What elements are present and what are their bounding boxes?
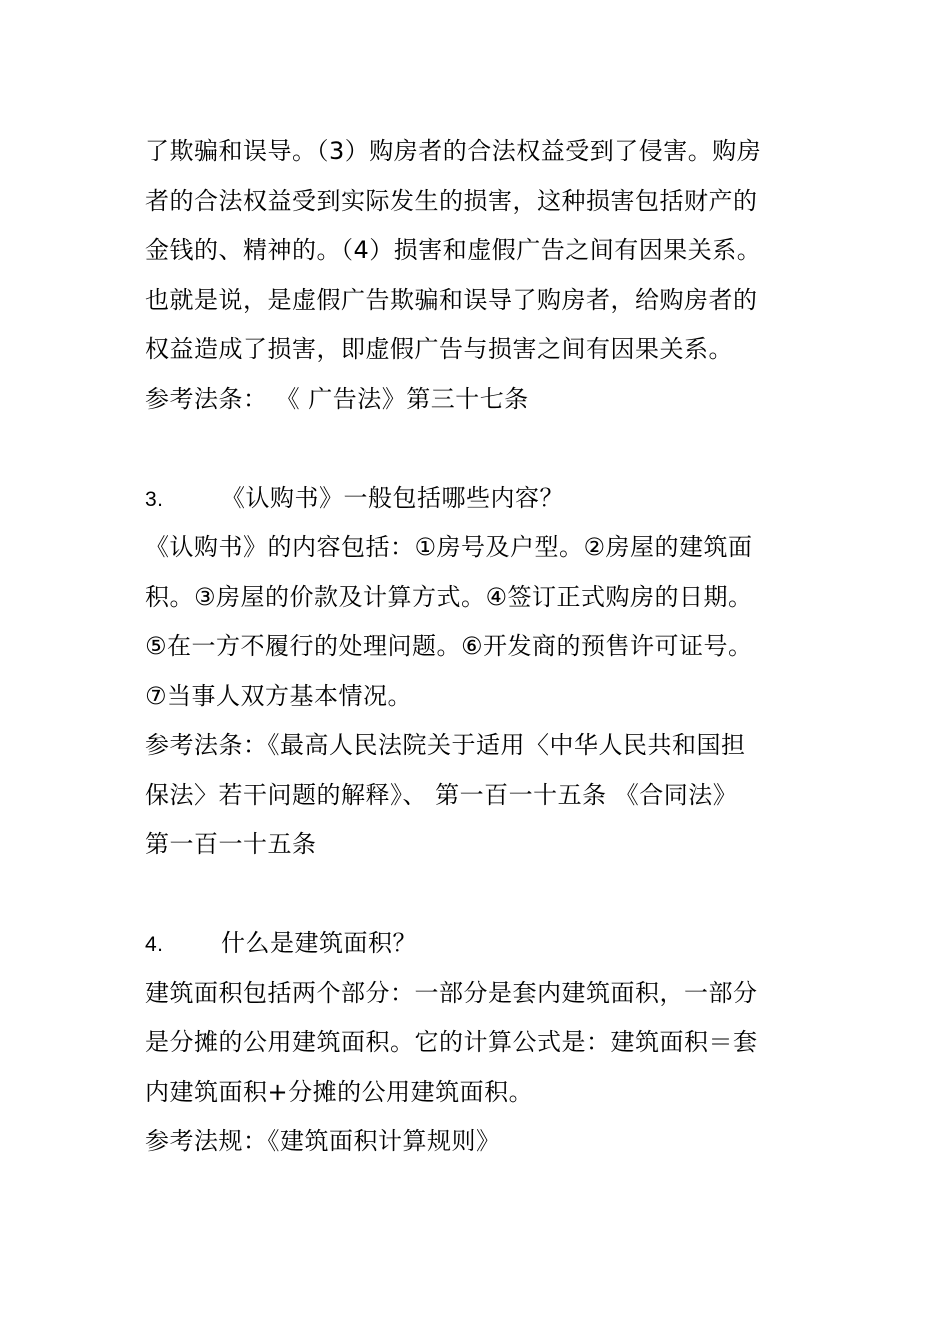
question-title: 《认购书》一般包括哪些内容？ xyxy=(221,483,564,512)
section2-tail xyxy=(145,127,810,424)
reference-line: 参考法条：《最高人民法院关于适用〈中华人民共和国担 xyxy=(145,731,746,759)
paragraph-line: 者的合法权益受到实际发生的损害，这种损害包括财产的 xyxy=(145,186,758,215)
document-page xyxy=(145,127,810,1167)
answer-line: 建筑面积包括两个部分：一部分是套内建筑面积，一部分 xyxy=(145,978,758,1007)
answer-line: ⑤在一方不履行的处理问题。⑥开发商的预售许可证号。 xyxy=(145,632,753,660)
question-number: 4. xyxy=(145,933,164,956)
question-heading xyxy=(145,474,810,524)
paragraph-line: 也就是说，是虚假广告欺骗和误导了购房者，给购房者的 xyxy=(145,285,758,314)
answer-line: 积。③房屋的价款及计算方式。④签订正式购房的日期。 xyxy=(145,582,753,611)
answer-line: 《认购书》的内容包括：①房号及户型。②房屋的建筑面 xyxy=(145,533,753,561)
reference-line: 参考法规：《建筑面积计算规则》 xyxy=(145,1127,501,1155)
answer-line: ⑦当事人双方基本情况。 xyxy=(145,681,413,710)
paragraph-line: 了欺骗和误导。（3）购房者的合法权益受到了侵害。购房 xyxy=(145,137,762,165)
answer-line: 是分摊的公用建筑面积。它的计算公式是：建筑面积＝套 xyxy=(145,1028,758,1056)
question-3 xyxy=(145,474,810,870)
answer-line: 内建筑面积+分摊的公用建筑面积。 xyxy=(145,1077,534,1106)
question-number: 3. xyxy=(145,487,164,511)
paragraph-line: 权益造成了损害，即虚假广告与损害之间有因果关系。 xyxy=(145,335,733,363)
question-heading xyxy=(145,919,810,969)
blank-line xyxy=(145,424,810,474)
paragraph-line: 金钱的、精神的。（4）损害和虚假广告之间有因果关系。 xyxy=(145,236,762,264)
reference-line: 第一百一十五条 xyxy=(145,830,317,858)
reference-line: 保法〉若干问题的解释》、 第一百一十五条 《合同法》 xyxy=(145,780,738,809)
reference-line: 参考法条： 《 广告法》第三十七条 xyxy=(145,384,529,413)
question-4 xyxy=(145,919,810,1167)
question-title: 什么是建筑面积？ xyxy=(221,929,417,957)
blank-line xyxy=(145,870,810,920)
